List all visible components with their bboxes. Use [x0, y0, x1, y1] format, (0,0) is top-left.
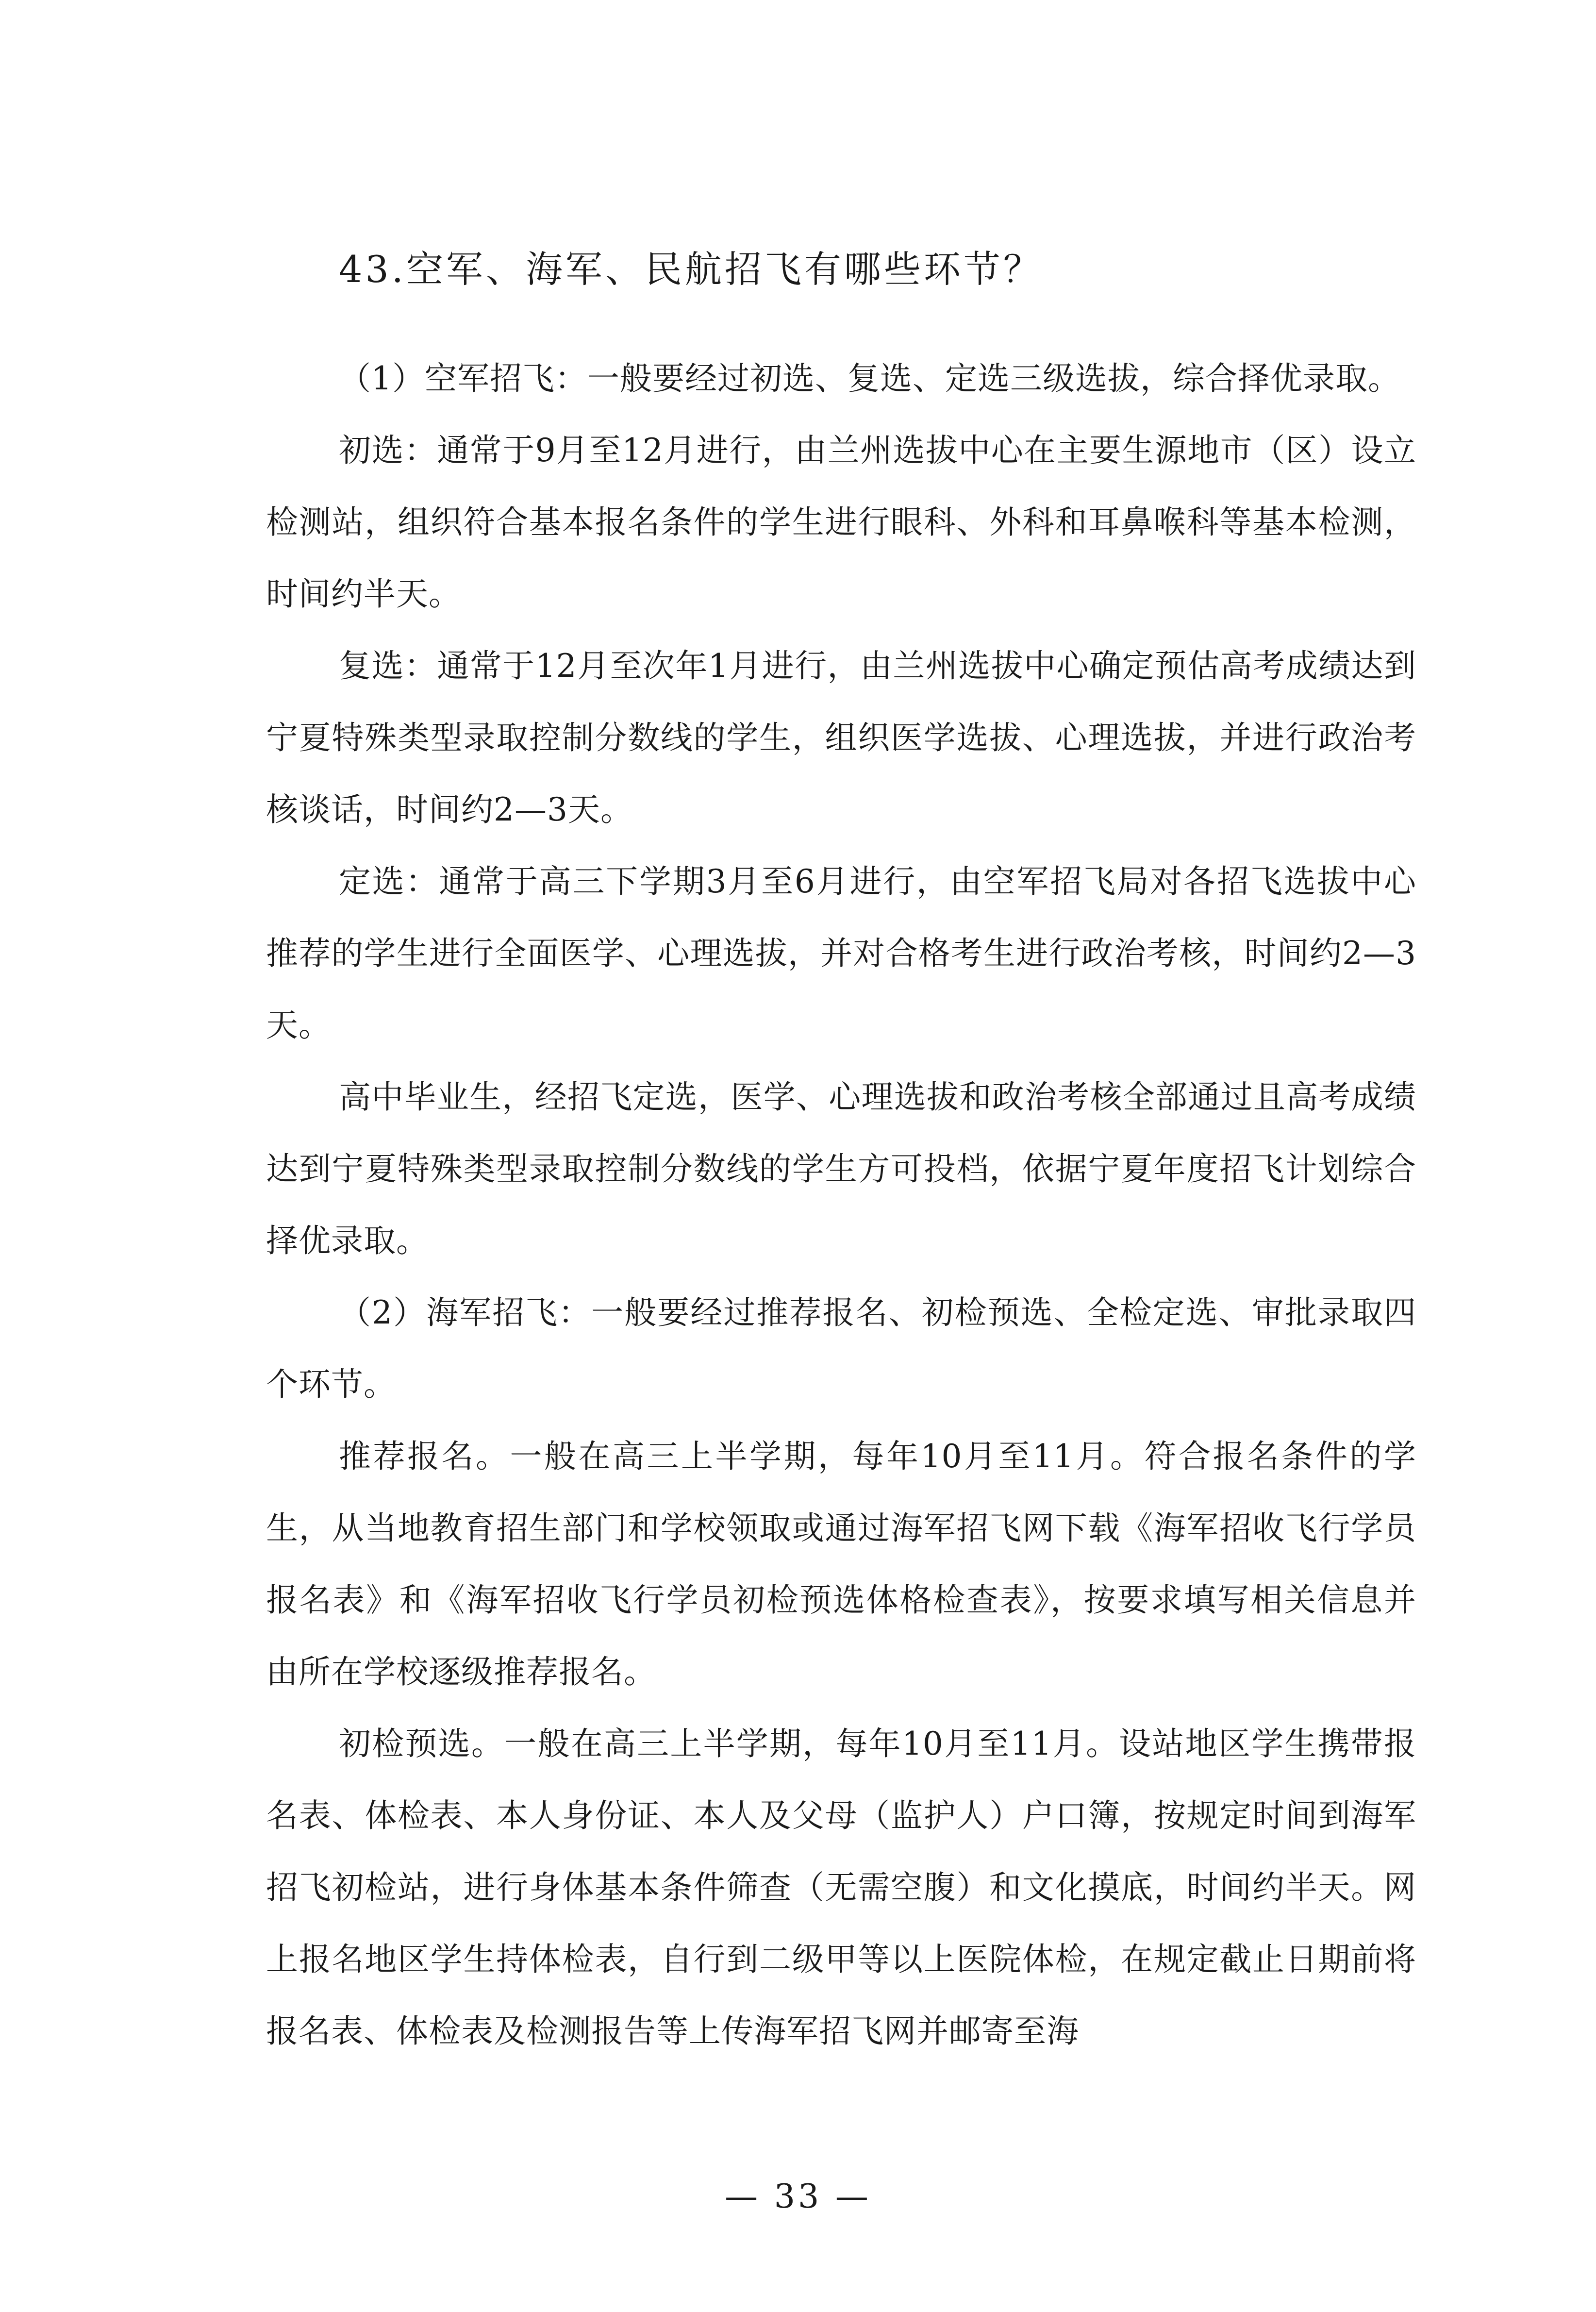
- section-heading: 43.空军、海军、民航招飞有哪些环节？: [339, 248, 1043, 291]
- paragraph-recommendation-registration: 推荐报名。一般在高三上半学期，每年10月至11月。符合报名条件的学生，从当地教育招生部门和学校领取或通过海军招飞网下载《海军招收飞行学员报名表》和《海军招收飞行学员初检预选体格检查表》，按要求填写相关信息并由所在学校逐级推荐报名。: [266, 1438, 1416, 1691]
- paragraph-navy-overview: （2）海军招飞：一般要经过推荐报名、初检预选、全检定选、审批录取四个环节。: [266, 1294, 1416, 1403]
- paragraph-air-force-overview: （1）空军招飞：一般要经过初选、复选、定选三级选拔，综合择优录取。: [339, 360, 1400, 397]
- paragraph-preliminary-selection: 初选：通常于9月至12月进行，由兰州选拔中心在主要生源地市（区）设立检测站，组织符合基本报名条件的学生进行眼科、外科和耳鼻喉科等基本检测，时间约半天。: [266, 432, 1416, 613]
- paragraph-graduate-admission: 高中毕业生，经招飞定选，医学、心理选拔和政治考核全部通过且高考成绩达到宁夏特殊类型录取控制分数线的学生方可投档，依据宁夏年度招飞计划综合择优录取。: [266, 1078, 1416, 1259]
- page-number: — 33 —: [725, 2178, 871, 2216]
- paragraph-final-selection: 定选：通常于高三下学期3月至6月进行，由空军招飞局对各招飞选拔中心推荐的学生进行全面医学、心理选拔，并对合格考生进行政治考核，时间约2—3天。: [266, 863, 1416, 1044]
- paragraph-second-selection: 复选：通常于12月至次年1月进行，由兰州选拔中心确定预估高考成绩达到宁夏特殊类型录取控制分数线的学生，组织医学选拔、心理选拔，并进行政治考核谈话，时间约2—3天。: [266, 647, 1416, 828]
- body-text: [266, 343, 1416, 2067]
- paragraph-initial-inspection: 初检预选。一般在高三上半学期，每年10月至11月。设站地区学生携带报名表、体检表、本人身份证、本人及父母（监护人）户口簿，按规定时间到海军招飞初检站，进行身体基本条件筛查（无需空腹）和文化摸底，时间约半天。网上报名地区学生持体检表，自行到二级甲等以上医院体检，在规定截止日期前将报名表、体检表及检测报告等上传海军招飞网并邮寄至海: [266, 1725, 1416, 2050]
